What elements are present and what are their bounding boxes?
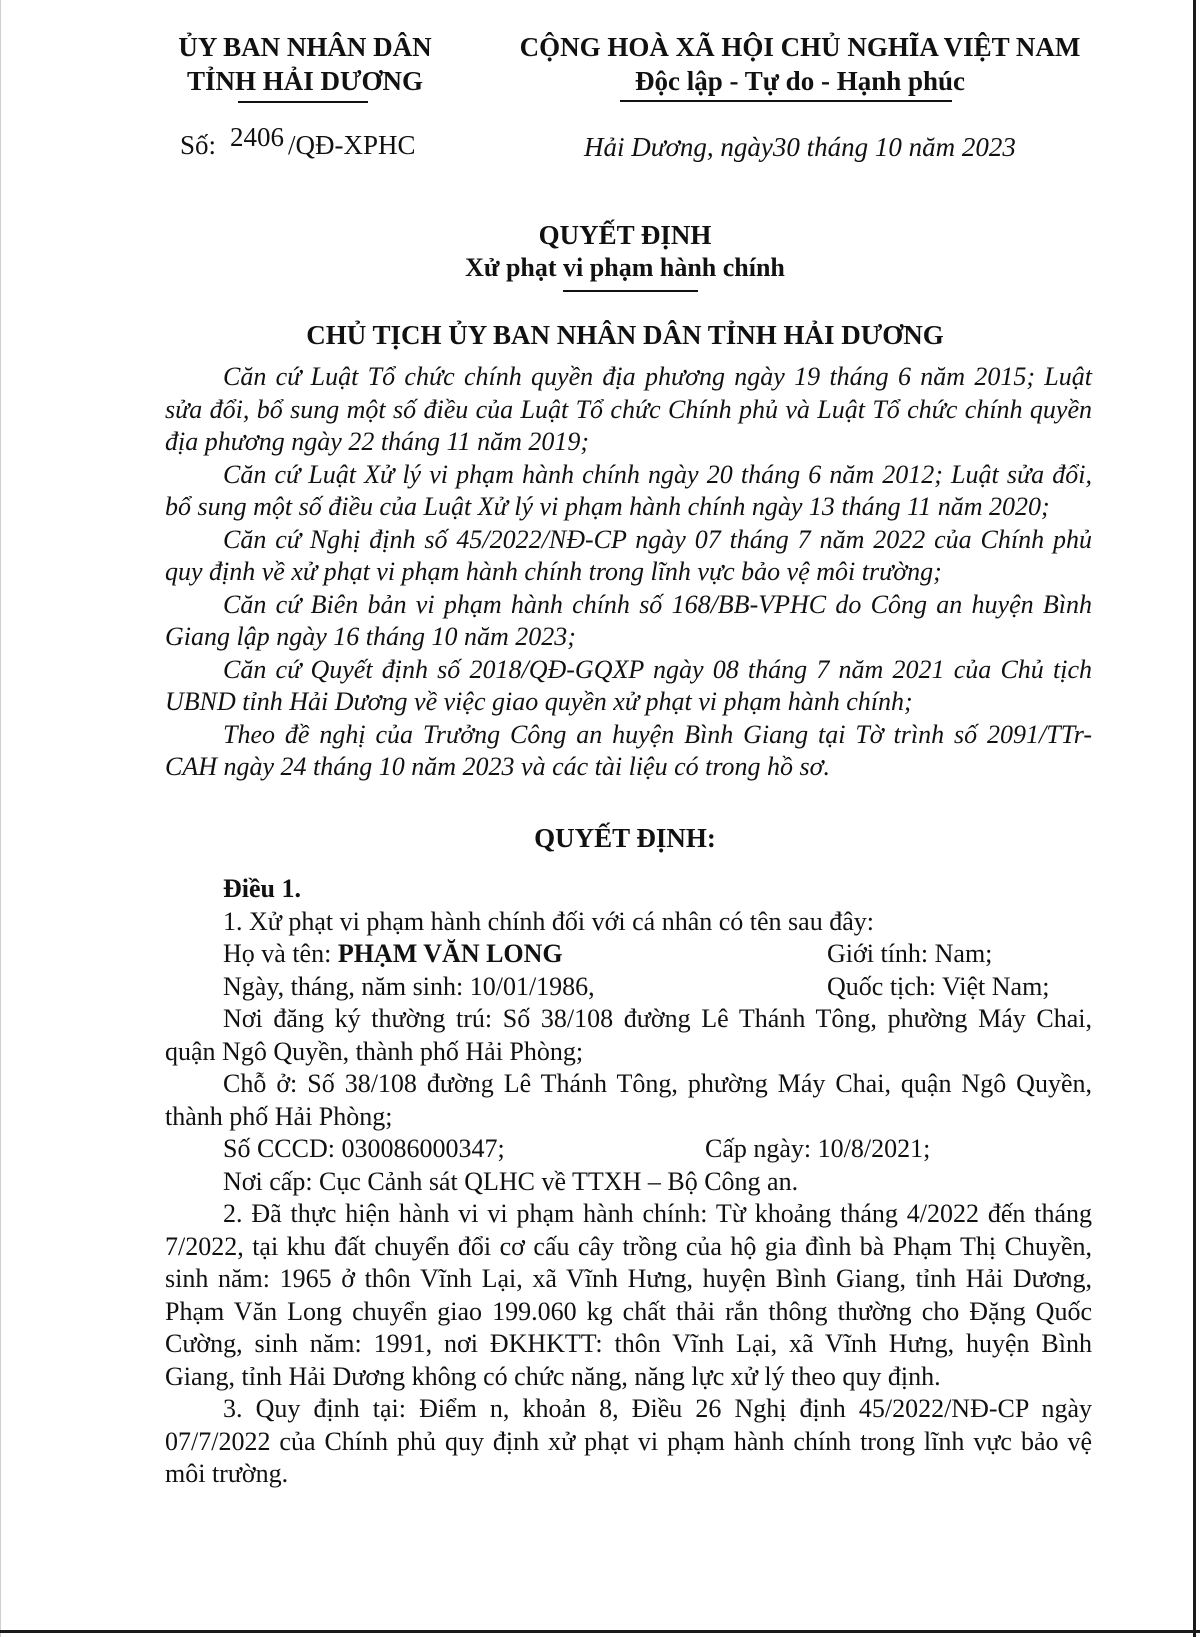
basis-paragraph: Theo đề nghị của Trưởng Công an huyện Bình Giang tại Tờ trình số 2091/TTr-CAH ngày 24 tháng 10 năm 2023 và các tài liệu có trong hồ sơ. [165, 719, 1092, 781]
national-motto [480, 30, 1120, 98]
basis-paragraph: Căn cứ Luật Tổ chức chính quyền địa phương ngày 19 tháng 6 năm 2015; Luật sửa đổi, bổ sung một số điều của Luật Tổ chức Chính phủ và Luật Tổ chức chính quyền địa phương ngày 22 tháng 11 năm 2019; [165, 362, 1092, 456]
basis-paragraph: Căn cứ Luật Xử lý vi phạm hành chính ngày 20 tháng 6 năm 2012; Luật sửa đổi, bổ sung một số điều của Luật Xử lý vi phạm hành chính ngày 13 tháng 11 năm 2020; [165, 459, 1092, 521]
basis-paragraph: Căn cứ Quyết định số 2018/QĐ-GQXP ngày 08 tháng 7 năm 2021 của Chủ tịch UBND tỉnh Hải Dương về việc giao quyền xử phạt vi phạm hành chính; [165, 654, 1092, 716]
name-value: PHẠM VĂN LONG [337, 939, 563, 968]
subtitle-underline [563, 290, 698, 292]
page-border-right [1193, 0, 1196, 1637]
item-3-regulation: 3. Quy định tại: Điểm n, khoản 8, Điều 26 Nghị định 45/2022/NĐ-CP ngày 07/7/2022 của Chính phủ quy định xử phạt vi phạm hành chính trong lĩnh vực bảo vệ môi trường. [165, 1394, 1092, 1488]
agency-line-2: TỈNH HẢI DƯƠNG [186, 66, 423, 96]
article-1 [165, 873, 1092, 1491]
name-label: Họ và tên: [223, 939, 338, 968]
document-title: QUYẾT ĐỊNH [538, 220, 712, 250]
legal-bases [165, 361, 1092, 784]
id-row [165, 1133, 1092, 1166]
agency-line-1: ỦY BAN NHÂN DÂN [178, 32, 432, 62]
national-title: CỘNG HOÀ XÃ HỘI CHỦ NGHĨA VIỆT NAM [519, 32, 1081, 62]
page-border-left [0, 0, 1, 1637]
decision-heading: QUYẾT ĐỊNH: [534, 823, 716, 853]
doc-number-value: 2406 [230, 122, 285, 152]
name-row [165, 938, 1092, 971]
place-date: Hải Dương, ngày30 tháng 10 năm 2023 [584, 132, 1016, 162]
doc-number-suffix: /QĐ-XPHC [288, 130, 416, 160]
name-field [223, 938, 563, 971]
agency-underline [238, 101, 368, 103]
national-slogan: Độc lập - Tự do - Hạnh phúc [634, 66, 966, 96]
gender-field: Giới tính: Nam; [827, 939, 993, 968]
basis-paragraph: Căn cứ Nghị định số 45/2022/NĐ-CP ngày 07 tháng 7 năm 2022 của Chính phủ quy định về xử phạt vi phạm hành chính trong lĩnh vực bảo vệ môi trường; [165, 524, 1092, 586]
document-number [180, 122, 416, 161]
dob-field: Ngày, tháng, năm sinh: 10/01/1986, [223, 971, 595, 1001]
doc-number-label: Số: [180, 130, 217, 160]
item-2-violation: 2. Đã thực hiện hành vi vi phạm hành chính: Từ khoảng tháng 4/2022 đến tháng 7/2022, tại khu đất chuyển đổi cơ cấu cây trồng của hộ gia đình bà Phạm Thị Chuyền, sinh năm: 1965 ở thôn Vĩnh Lại, xã Vĩnh Hưng, huyện Bình Giang, tỉnh Hải Dương, Phạm Văn Long chuyển giao 199.060 kg chất thải rắn thông thường cho Đặng Quốc Cường, sinh năm: 1991, nơi ĐKHKTT: thôn Vĩnh Lại, xã Vĩnh Hưng, huyện Bình Giang, tỉnh Hải Dương không có chức năng, năng lực xử lý theo quy định. [165, 1199, 1092, 1391]
issuing-agency [150, 30, 460, 98]
item-1-intro: 1. Xử phạt vi phạm hành chính đối với cá nhân có tên sau đây: [223, 906, 874, 936]
article-heading: Điều 1. [223, 874, 301, 903]
dob-row [165, 971, 1092, 1004]
issue-date-field: Cấp ngày: 10/8/2021; [705, 1134, 931, 1163]
page-border-bottom [0, 1630, 1200, 1633]
authority-title: CHỦ TỊCH ỦY BAN NHÂN DÂN TỈNH HẢI DƯƠNG [306, 320, 944, 350]
document-subtitle: Xử phạt vi phạm hành chính [465, 253, 785, 282]
nationality-field: Quốc tịch: Việt Nam; [827, 971, 1050, 1001]
motto-underline [620, 100, 952, 102]
id-number-field: Số CCCD: 030086000347; [223, 1134, 505, 1163]
issue-place-field: Nơi cấp: Cục Cảnh sát QLHC về TTXH – Bộ Công an. [223, 1166, 799, 1196]
address-field: Chỗ ở: Số 38/108 đường Lê Thánh Tông, phường Máy Chai, quận Ngô Quyền, thành phố Hải Phòng; [165, 1069, 1092, 1131]
basis-paragraph: Căn cứ Biên bản vi phạm hành chính số 168/BB-VPHC do Công an huyện Bình Giang lập ngày 16 tháng 10 năm 2023; [165, 589, 1092, 651]
residence-field: Nơi đăng ký thường trú: Số 38/108 đường Lê Thánh Tông, phường Máy Chai, quận Ngô Quyền, thành phố Hải Phòng; [165, 1004, 1092, 1066]
